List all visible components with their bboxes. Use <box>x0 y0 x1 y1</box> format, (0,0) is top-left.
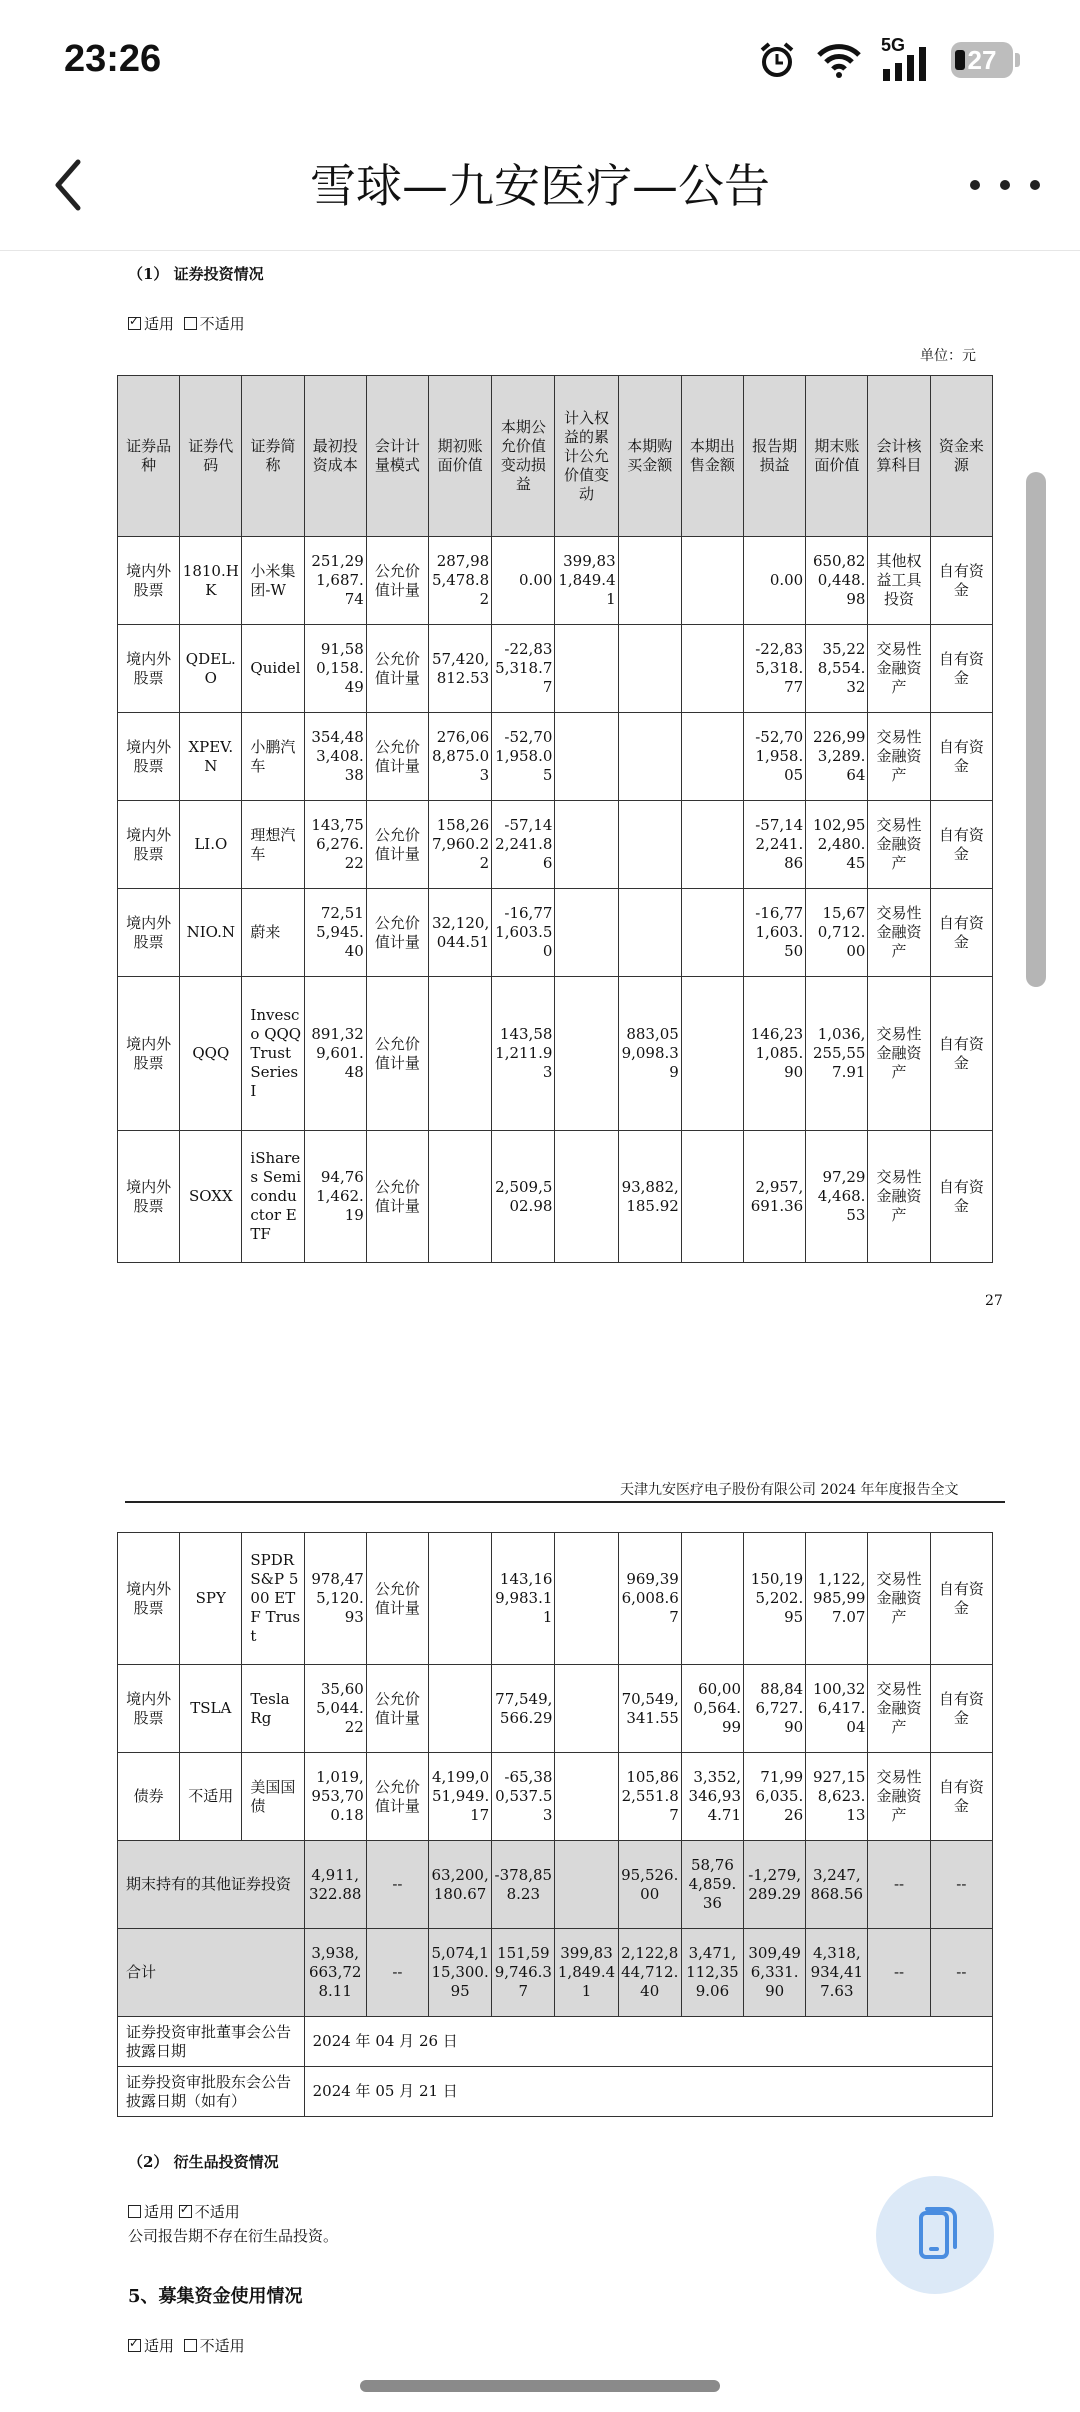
table-cell: 交易性金融资产 <box>868 1753 930 1841</box>
table-cell <box>429 1665 492 1753</box>
table-cell: 978,475,120.93 <box>304 1533 366 1665</box>
nav-bar <box>0 120 1080 251</box>
table-cell: 自有资金 <box>930 1753 992 1841</box>
table-cell: 15,670,712.00 <box>806 889 868 977</box>
table-cell: -- <box>366 1929 428 2017</box>
table-cell: iShares Semiconductor ETF <box>242 1131 304 1263</box>
table-cell: 不适用 <box>180 1753 242 1841</box>
table-cell: QDEL.O <box>180 625 242 713</box>
unchecked-box-icon <box>128 2205 141 2218</box>
table-cell: -16,771,603.50 <box>744 889 806 977</box>
table-cell: -- <box>868 1841 930 1929</box>
applicable-label: 适用 <box>144 2203 175 2221</box>
table-cell: 自有资金 <box>930 1533 992 1665</box>
table-cell <box>555 1841 618 1929</box>
table-cell <box>555 1131 618 1263</box>
table-cell: 境内外股票 <box>118 713 180 801</box>
table-cell: 美国国债 <box>242 1753 304 1841</box>
table-row <box>118 1131 993 1263</box>
table-cell: 883,059,098.39 <box>618 977 681 1131</box>
table-cell: -52,701,958.05 <box>492 713 555 801</box>
table-cell: 276,068,875.03 <box>429 713 492 801</box>
table-cell: TSLA <box>180 1665 242 1753</box>
table-cell <box>429 977 492 1131</box>
checked-box-icon <box>179 2205 192 2218</box>
shareholder-date-row <box>118 2067 993 2117</box>
unchecked-box-icon <box>184 2339 197 2352</box>
table-cell: 97,294,468.53 <box>806 1131 868 1263</box>
table-cell: 3,247,868.56 <box>806 1841 868 1929</box>
status-bar <box>0 0 1080 120</box>
more-options-icon[interactable] <box>970 160 1040 210</box>
table-cell: 63,200,180.67 <box>429 1841 492 1929</box>
table-cell: 1,019,953,700.18 <box>304 1753 366 1841</box>
table-cell: 境内外股票 <box>118 977 180 1131</box>
table-cell: 公允价值计量 <box>366 625 428 713</box>
unit-label: 单位：元 <box>920 348 976 364</box>
table-cell: -52,701,958.05 <box>744 713 806 801</box>
battery-tip <box>1015 53 1020 67</box>
column-header: 证券简称 <box>242 376 304 537</box>
table-cell: 100,326,417.04 <box>806 1665 868 1753</box>
table-cell: 公允价值计量 <box>366 977 428 1131</box>
table-cell: -16,771,603.50 <box>492 889 555 977</box>
table-row <box>118 1665 993 1753</box>
table-cell: 399,831,849.41 <box>555 1929 618 2017</box>
derivatives-checkbox-row <box>128 2201 240 2222</box>
table-cell: 1810.HK <box>180 537 242 625</box>
column-header: 本期购买金额 <box>618 376 681 537</box>
table-row <box>118 1753 993 1841</box>
table-cell: 71,996,035.26 <box>744 1753 806 1841</box>
table-cell: 公允价值计量 <box>366 713 428 801</box>
cell-signal-icon <box>881 35 933 81</box>
table-cell: -57,142,241.86 <box>492 801 555 889</box>
table-cell: 交易性金融资产 <box>868 625 930 713</box>
table-cell <box>429 1131 492 1263</box>
table-cell: 93,882,185.92 <box>618 1131 681 1263</box>
applicability-checkbox-row <box>128 313 245 334</box>
table-row <box>118 537 993 625</box>
table-cell: 交易性金融资产 <box>868 1665 930 1753</box>
table-cell: 4,318,934,417.63 <box>806 1929 868 2017</box>
no-derivatives-text: 公司报告期不存在衍生品投资。 <box>128 2227 339 2245</box>
table-cell: 102,952,480.45 <box>806 801 868 889</box>
table-cell: 公允价值计量 <box>366 1131 428 1263</box>
column-header: 会计计量模式 <box>366 376 428 537</box>
total-row <box>118 1929 993 2017</box>
battery-level: 27 <box>967 44 997 75</box>
page-title: 雪球—九安医疗—公告 <box>310 159 770 213</box>
table-cell <box>618 801 681 889</box>
table-cell <box>618 537 681 625</box>
table-cell: 公允价值计量 <box>366 1665 428 1753</box>
table-cell <box>555 801 618 889</box>
table-cell: SPY <box>180 1533 242 1665</box>
table-cell: 151,599,746.37 <box>492 1929 555 2017</box>
table-cell: -1,279,289.29 <box>744 1841 806 1929</box>
table-cell <box>681 537 743 625</box>
table-cell: 自有资金 <box>930 889 992 977</box>
table-cell: SPDR S&P 500 ETF Trust <box>242 1533 304 1665</box>
table-cell <box>555 625 618 713</box>
table-cell: SOXX <box>180 1131 242 1263</box>
table-cell: 境内外股票 <box>118 889 180 977</box>
row-label: 证券投资审批董事会公告披露日期 <box>118 2017 305 2067</box>
unchecked-box-icon <box>184 317 197 330</box>
table-cell <box>618 625 681 713</box>
table-row <box>118 625 993 713</box>
table-cell: 77,549,566.29 <box>492 1665 555 1753</box>
section-title-securities: （1） 证券投资情况 <box>128 265 264 283</box>
table-cell: 自有资金 <box>930 625 992 713</box>
applicable-label: 适用 <box>144 2337 175 2355</box>
table-cell: 交易性金融资产 <box>868 801 930 889</box>
securities-table-page2 <box>117 1532 993 2117</box>
table-cell: -378,858.23 <box>492 1841 555 1929</box>
table-cell: 4,199,051,949.17 <box>429 1753 492 1841</box>
not-applicable-label: 不适用 <box>199 315 245 333</box>
column-header: 证券品种 <box>118 376 180 537</box>
table-cell <box>681 1131 743 1263</box>
table-cell <box>555 713 618 801</box>
table-cell: 3,471,112,359.06 <box>681 1929 743 2017</box>
table-cell: 0.00 <box>744 537 806 625</box>
alarm-icon <box>757 40 797 80</box>
date-value: 2024 年 05 月 21 日 <box>304 2067 992 2117</box>
table-cell: 交易性金融资产 <box>868 977 930 1131</box>
checked-box-icon <box>128 317 141 330</box>
table-cell: 交易性金融资产 <box>868 713 930 801</box>
table-cell: NIO.N <box>180 889 242 977</box>
table-row <box>118 801 993 889</box>
table-cell: -22,835,318.77 <box>492 625 555 713</box>
table-cell: 公允价值计量 <box>366 1533 428 1665</box>
table-cell <box>681 801 743 889</box>
table-cell: 境内外股票 <box>118 1533 180 1665</box>
column-header: 期末账面价值 <box>806 376 868 537</box>
table-cell: 143,756,276.22 <box>304 801 366 889</box>
table-cell: 72,515,945.40 <box>304 889 366 977</box>
table-cell: 105,862,551.87 <box>618 1753 681 1841</box>
table-cell: 891,329,601.48 <box>304 977 366 1131</box>
table-cell: 自有资金 <box>930 801 992 889</box>
table-cell: 小鹏汽车 <box>242 713 304 801</box>
checked-box-icon <box>128 2339 141 2352</box>
table-cell: 35,605,044.22 <box>304 1665 366 1753</box>
scrollbar[interactable] <box>1026 472 1046 987</box>
page-number: 27 <box>985 1293 1003 1309</box>
table-cell <box>555 1665 618 1753</box>
table-cell: 58,764,859.36 <box>681 1841 743 1929</box>
table-cell: 交易性金融资产 <box>868 1533 930 1665</box>
table-cell: 3,352,346,934.71 <box>681 1753 743 1841</box>
table-cell <box>618 713 681 801</box>
table-cell: 蔚来 <box>242 889 304 977</box>
table-cell <box>618 889 681 977</box>
table-cell: 354,483,408.38 <box>304 713 366 801</box>
table-cell: 287,985,478.82 <box>429 537 492 625</box>
column-header: 报告期损益 <box>744 376 806 537</box>
table-cell <box>681 713 743 801</box>
table-cell: 自有资金 <box>930 1131 992 1263</box>
copy-floating-button[interactable] <box>876 2176 994 2294</box>
table-cell: 91,580,158.49 <box>304 625 366 713</box>
table-cell: LI.O <box>180 801 242 889</box>
row-label: 合计 <box>118 1929 305 2017</box>
table-cell: 969,396,008.67 <box>618 1533 681 1665</box>
board-date-row <box>118 2017 993 2067</box>
column-header: 计入权益的累计公允价值变动 <box>555 376 618 537</box>
table-cell: 2,509,502.98 <box>492 1131 555 1263</box>
table-cell: -- <box>366 1841 428 1929</box>
table-cell: -- <box>930 1841 992 1929</box>
table-cell: 2,122,844,712.40 <box>618 1929 681 2017</box>
other-securities-row <box>118 1841 993 1929</box>
table-cell: 251,291,687.74 <box>304 537 366 625</box>
table-cell: 自有资金 <box>930 713 992 801</box>
column-header: 最初投资成本 <box>304 376 366 537</box>
table-cell: 理想汽车 <box>242 801 304 889</box>
table-cell: 债券 <box>118 1753 180 1841</box>
table-cell: 境内外股票 <box>118 1131 180 1263</box>
table-cell: 226,993,289.64 <box>806 713 868 801</box>
table-cell <box>681 625 743 713</box>
table-cell: 399,831,849.41 <box>555 537 618 625</box>
column-header: 本期公允价值变动损益 <box>492 376 555 537</box>
table-cell: 5,074,115,300.95 <box>429 1929 492 2017</box>
company-report-header: 天津九安医疗电子股份有限公司 2024 年年度报告全文 <box>620 1482 959 1498</box>
section-title-fundraising: 5、募集资金使用情况 <box>128 2286 303 2307</box>
header-rule <box>125 1501 1005 1503</box>
row-label: 期末持有的其他证券投资 <box>118 1841 305 1929</box>
section-title-derivatives: （2） 衍生品投资情况 <box>128 2153 279 2171</box>
table-cell: 35,228,554.32 <box>806 625 868 713</box>
table-cell <box>681 977 743 1131</box>
column-header: 会计核算科目 <box>868 376 930 537</box>
table-cell: 60,000,564.99 <box>681 1665 743 1753</box>
securities-table-page1 <box>117 375 993 1263</box>
row-label: 证券投资审批股东会公告披露日期（如有） <box>118 2067 305 2117</box>
table-cell: 公允价值计量 <box>366 801 428 889</box>
table-cell: 32,120,044.51 <box>429 889 492 977</box>
date-value: 2024 年 04 月 26 日 <box>304 2017 992 2067</box>
status-time: 23:26 <box>64 38 162 80</box>
applicable-label: 适用 <box>144 315 175 333</box>
column-header: 本期出售金额 <box>681 376 743 537</box>
table-cell: 158,267,960.22 <box>429 801 492 889</box>
table-cell: 650,820,448.98 <box>806 537 868 625</box>
column-header: 期初账面价值 <box>429 376 492 537</box>
table-cell: 自有资金 <box>930 977 992 1131</box>
table-cell: 境内外股票 <box>118 801 180 889</box>
table-cell: 2,957,691.36 <box>744 1131 806 1263</box>
table-cell <box>681 1533 743 1665</box>
table-cell: 146,231,085.90 <box>744 977 806 1131</box>
battery-icon <box>951 42 1013 78</box>
table-row <box>118 713 993 801</box>
table-cell: 309,496,331.90 <box>744 1929 806 2017</box>
table-cell: -57,142,241.86 <box>744 801 806 889</box>
table-cell: Quidel <box>242 625 304 713</box>
table-header-row <box>118 376 993 537</box>
table-cell: 小米集团-W <box>242 537 304 625</box>
table-cell: 3,938,663,728.11 <box>304 1929 366 2017</box>
table-cell <box>681 889 743 977</box>
table-cell: XPEV.N <box>180 713 242 801</box>
table-cell: -- <box>930 1929 992 2017</box>
table-cell: 自有资金 <box>930 1665 992 1753</box>
table-cell: 自有资金 <box>930 537 992 625</box>
table-cell: 境内外股票 <box>118 1665 180 1753</box>
not-applicable-label: 不适用 <box>199 2337 245 2355</box>
table-cell: QQQ <box>180 977 242 1131</box>
table-cell: -65,380,537.53 <box>492 1753 555 1841</box>
table-cell <box>555 977 618 1131</box>
table-cell <box>555 1753 618 1841</box>
table-cell: 88,846,727.90 <box>744 1665 806 1753</box>
table-cell <box>555 889 618 977</box>
table-cell: 927,158,623.13 <box>806 1753 868 1841</box>
column-header: 资金来源 <box>930 376 992 537</box>
table-cell: Tesla Rg <box>242 1665 304 1753</box>
fundraising-checkbox-row <box>128 2335 245 2356</box>
phone-copy-icon <box>903 2203 967 2267</box>
wifi-icon <box>815 41 863 79</box>
table-cell <box>429 1533 492 1665</box>
table-cell: 公允价值计量 <box>366 537 428 625</box>
table-cell: 95,526.00 <box>618 1841 681 1929</box>
table-cell: 境内外股票 <box>118 537 180 625</box>
table-cell: 57,420,812.53 <box>429 625 492 713</box>
table-cell: 交易性金融资产 <box>868 889 930 977</box>
table-cell: 1,036,255,557.91 <box>806 977 868 1131</box>
table-cell: 150,195,202.95 <box>744 1533 806 1665</box>
table-cell: 境内外股票 <box>118 625 180 713</box>
table-cell: -- <box>868 1929 930 2017</box>
table-cell: 70,549,341.55 <box>618 1665 681 1753</box>
network-type: 5G <box>881 35 906 55</box>
home-indicator[interactable] <box>360 2380 720 2392</box>
table-cell: 公允价值计量 <box>366 1753 428 1841</box>
table-cell: 公允价值计量 <box>366 889 428 977</box>
column-header: 证券代码 <box>180 376 242 537</box>
table-cell: 94,761,462.19 <box>304 1131 366 1263</box>
table-row <box>118 889 993 977</box>
table-cell: 其他权益工具投资 <box>868 537 930 625</box>
table-cell: 1,122,985,997.07 <box>806 1533 868 1665</box>
not-applicable-label: 不适用 <box>194 2203 240 2221</box>
table-cell: 0.00 <box>492 537 555 625</box>
table-cell: 143,169,983.11 <box>492 1533 555 1665</box>
table-cell: 143,581,211.93 <box>492 977 555 1131</box>
table-row <box>118 977 993 1131</box>
table-cell: 4,911,322.88 <box>304 1841 366 1929</box>
table-cell: -22,835,318.77 <box>744 625 806 713</box>
table-cell: Invesco QQQ Trust Series I <box>242 977 304 1131</box>
table-row <box>118 1533 993 1665</box>
table-cell: 交易性金融资产 <box>868 1131 930 1263</box>
table-cell <box>555 1533 618 1665</box>
status-icons <box>757 36 1020 84</box>
